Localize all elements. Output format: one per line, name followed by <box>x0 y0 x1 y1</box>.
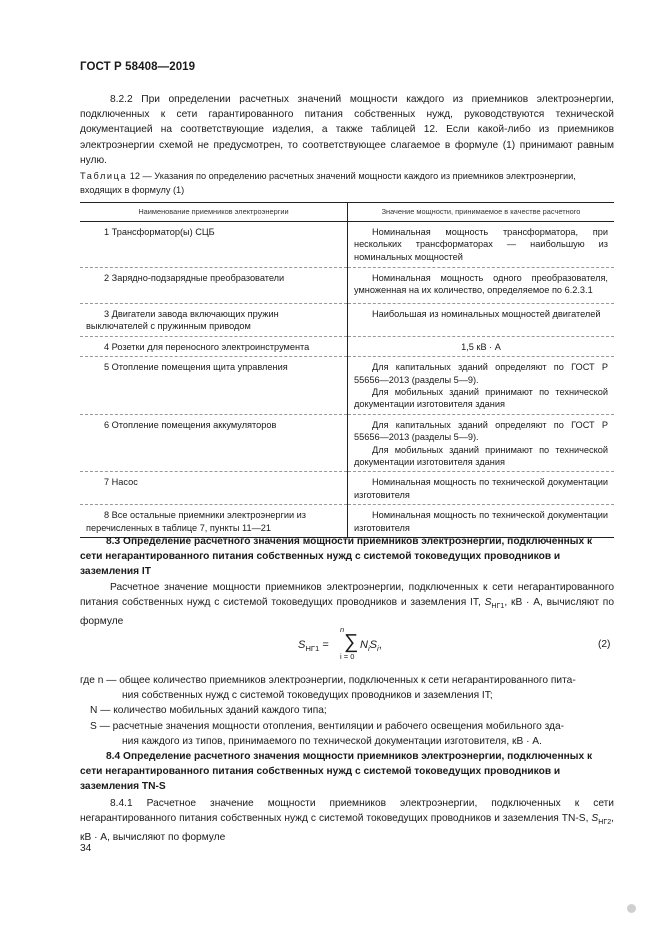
table-12 <box>80 202 614 538</box>
scan-mark <box>627 904 636 913</box>
row-name: 2 Зарядно-подзарядные преобразователи <box>104 273 285 283</box>
section-number: 8.4 <box>106 751 121 762</box>
section-8-4-heading <box>80 749 614 795</box>
where-line: S — расчетные значения мощности отопления, вентиляции и рабочего освещения мобильного зда- <box>90 720 565 732</box>
table-row <box>80 357 614 415</box>
formula-2 <box>0 625 661 672</box>
section-title: Определение расчетного значения мощности приемников электроэнергии, подключенных к сети негарантированного питания собственных нужд с системой токоведущих проводников и заземления IT <box>80 536 593 578</box>
row-name: 8 Все остальные приемники электроэнергии из перечисленных в таблице 7, пункты 11—21 <box>86 510 307 533</box>
formula-explanation <box>80 673 614 749</box>
row-value: Для капитальных зданий определяют по ГОСТ Р 55656—2013 (разделы 5—9). <box>354 419 608 443</box>
where-line: N — количество мобильных зданий каждого типа; <box>90 705 327 717</box>
row-name: 7 Насос <box>104 477 138 488</box>
row-value: Номинальная мощность трансформатора, при нескольких трансформаторах — наибольшую из номинальных мощностей <box>354 227 608 262</box>
row-value: 1,5 кВ · А <box>461 341 501 352</box>
table-row <box>80 222 614 268</box>
table-row <box>80 472 614 505</box>
row-name: 6 Отопление помещения аккумуляторов <box>104 419 277 430</box>
row-value: Номинальная мощность по технической документации изготовителя <box>354 477 608 500</box>
where-line: ния каждого из типов, принимаемого по технической документации изготовителя, кВ · А. <box>122 735 542 747</box>
section-number: 8.3 <box>106 536 121 547</box>
row-value: Номинальная мощность по технической документации изготовителя <box>354 510 608 533</box>
table-row <box>80 268 614 304</box>
row-name: 5 Отопление помещения щита управления <box>104 362 288 373</box>
table-row <box>80 304 614 337</box>
sum-sign: ∑ <box>344 631 359 653</box>
where-line: ния собственных нужд с системой токоведущих проводников и заземления IT; <box>122 690 493 702</box>
where-line: где n — общее количество приемников электроэнергии, подключенных к сети негарантированного пита- <box>80 675 576 686</box>
row-name: 1 Трансформатор(ы) СЦБ <box>104 227 215 237</box>
row-value: Для капитальных зданий определяют по ГОСТ Р 55656—2013 (разделы 5—9). <box>354 362 608 385</box>
page-number: 34 <box>80 843 92 854</box>
sum-lower-limit: i = 0 <box>340 652 355 661</box>
row-value-note: Для мобильных зданий принимают по технической документации изготовителя здания <box>354 444 608 468</box>
table-caption <box>80 170 614 197</box>
standard-header: ГОСТ Р 58408—2019 <box>80 61 196 73</box>
paragraph-8-3: Расчетное значение мощности приемников электроэнергии, подключенных к сети негарантированного питания собственных нужд с системой токоведущих проводников и заземления IT, $S_{НГ1}$, кВ · А, вычисляют по формуле <box>80 582 614 628</box>
section-title: Определение расчетного значения мощности приемников электроэнергии, подключенных к сети негарантированного питания собственных нужд с системой токоведущих проводников и заземления TN-S <box>80 751 593 793</box>
row-name: 3 Двигатели завода включающих пружин выключателей с пружинным приводом <box>86 309 279 332</box>
paragraph-8-4-1: 8.4.1 Расчетное значение мощности приемников электроэнергии, подключенных к сети негарантированного питания собственных нужд с системой токоведущих проводников и заземления TN-S, $S_{НГ2}$, кВ · А, вычисляют по формуле <box>80 798 614 844</box>
table-header-name: Наименование приемников электроэнергии <box>80 203 348 222</box>
row-value-note: Для мобильных зданий принимают по технической документации изготовителя здания <box>354 387 608 410</box>
row-value: Наибольшая из номинальных мощностей двигателей <box>372 309 601 319</box>
paragraph-8-2-2: 8.2.2 При определении расчетных значений мощности каждого из приемников электроэнергии, подключенных к сети гарантированного питания собственных нужд, руководствуются технической документацией на соответствующие изделия, а также таблицей 12. Если какой-либо из приемников электроэнергии схемой не предусмотрен, то соответствующее слагаемое в формуле (1) принимают равным нулю. <box>80 94 614 166</box>
sum-upper-limit: n <box>340 625 345 634</box>
table-header-value: Значение мощности, принимаемое в качестве расчетного <box>348 203 615 222</box>
section-8-3-heading <box>80 534 614 580</box>
formula-number: (2) <box>598 639 611 650</box>
formula-lhs: $S_{НГ1}$ = <box>298 639 329 654</box>
table-row <box>80 414 614 472</box>
formula-rhs: $N_iS_i$, <box>360 639 382 654</box>
table-caption-text: 12 — Указания по определению расчетных значений мощности каждого из приемников электроэнергии, входящих в формулу (1) <box>80 171 576 195</box>
row-name: 4 Розетки для переносного электроинструмента <box>104 341 310 352</box>
table-row <box>80 336 614 356</box>
row-value: Номинальная мощность одного преобразователя, умноженная на их количество, определяемое по 6.2.3.1 <box>354 273 608 296</box>
table-row <box>80 505 614 538</box>
table-caption-label: Таблица <box>80 171 128 181</box>
